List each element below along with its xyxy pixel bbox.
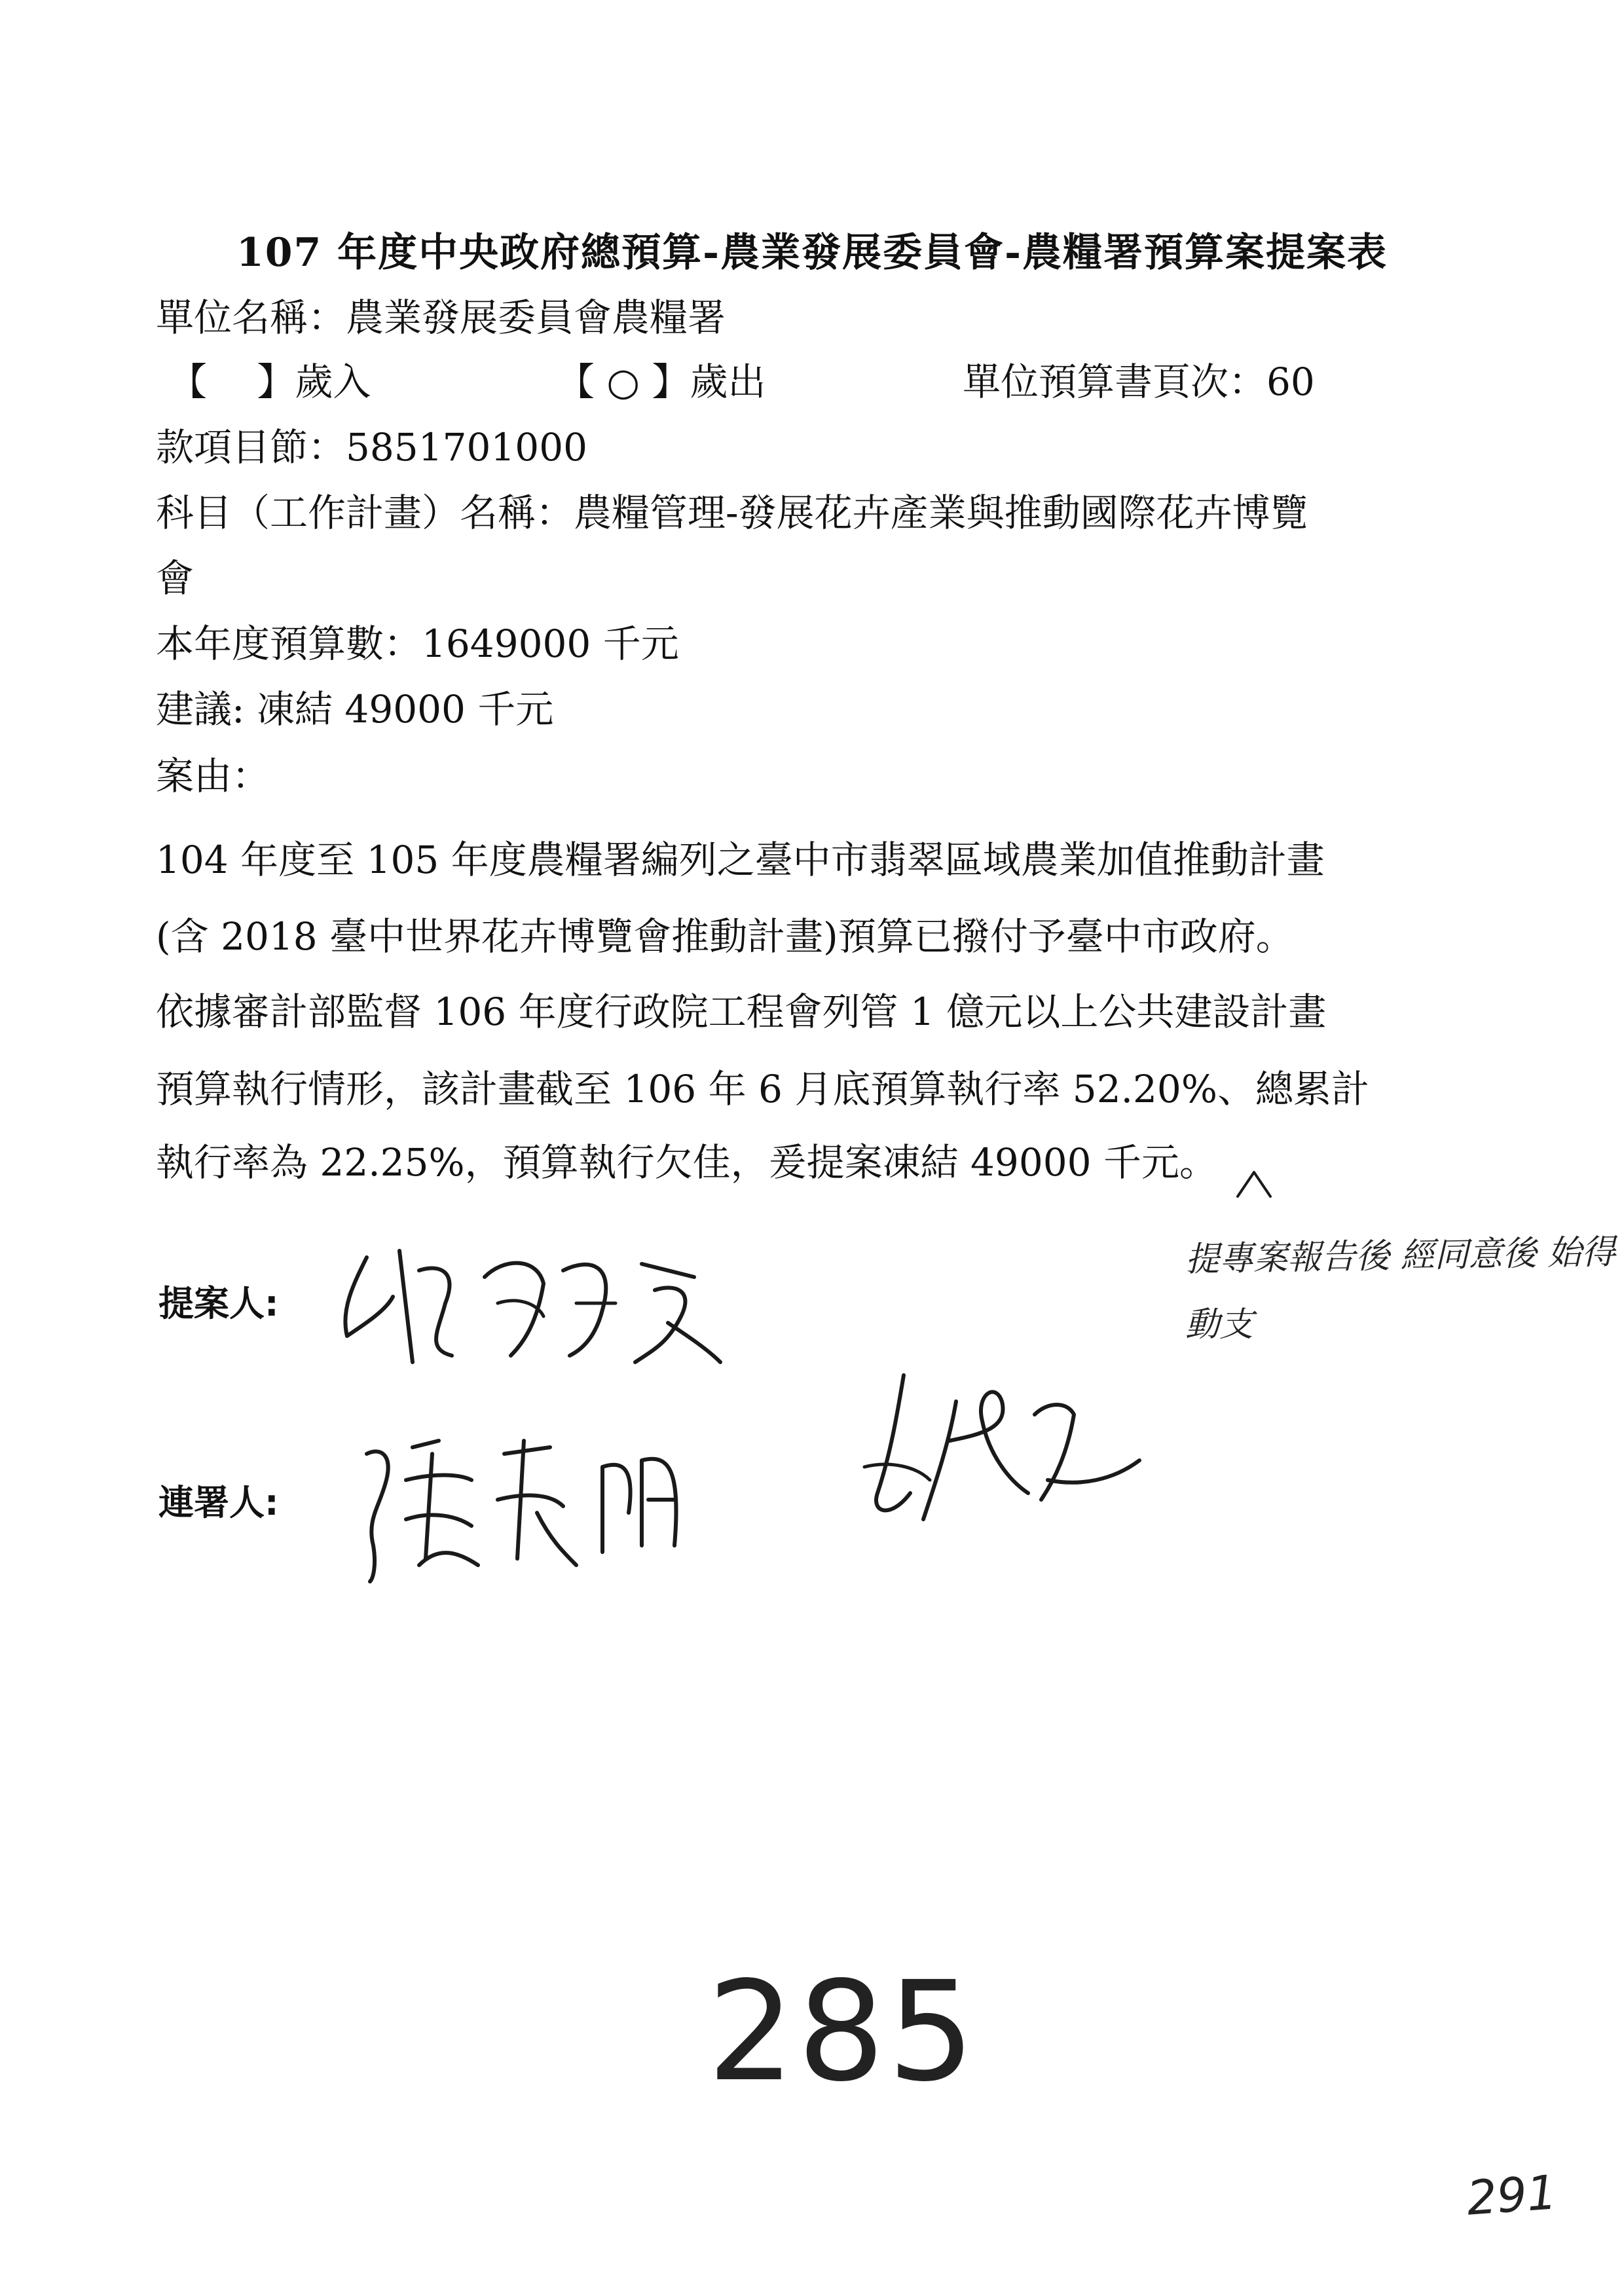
cosigner-signature-1	[341, 1415, 747, 1585]
budget-page: 單位預算書頁次：60	[963, 360, 1315, 404]
subject-line-1: 科目（工作計畫）名稱：農糧管理-發展花卉產業與推動國際花卉博覽	[156, 491, 1308, 535]
cosigner-label: 連署人:	[158, 1482, 279, 1523]
reason-line-1: 104 年度至 105 年度農糧署編列之臺中市翡翠區域農業加值推動計畫	[156, 838, 1325, 882]
handwritten-page-number: 285	[707, 1952, 978, 2112]
proposal-title: 107 年度中央政府總預算-農業發展委員會-農糧署預算案提案表	[236, 230, 1388, 276]
reason-line-4: 預算執行情形，該計畫截至 106 年 6 月底預算執行率 52.20%、總累計	[156, 1067, 1369, 1111]
reason-label: 案由：	[156, 754, 270, 798]
unit-name: 單位名稱：農業發展委員會農糧署	[156, 295, 726, 340]
subject-line-2: 會	[156, 556, 194, 601]
cosigner-signature-2	[851, 1362, 1153, 1539]
reason-line-5: 執行率為 22.25%，預算執行欠佳，爰提案凍結 49000 千元。	[156, 1140, 1217, 1185]
suggestion: 建議: 凍結 49000 千元	[156, 687, 554, 731]
handwritten-note-line-2: 動支	[1185, 1305, 1254, 1344]
proposer-label: 提案人:	[158, 1283, 279, 1324]
corner-page-number: 291	[1465, 2164, 1559, 2226]
insertion-caret-icon	[1234, 1167, 1274, 1200]
item-code: 款項目節：5851701000	[156, 425, 588, 470]
reason-line-3: 依據審計部監督 106 年度行政院工程會列管 1 億元以上公共建設計畫	[156, 990, 1327, 1034]
handwritten-note-line-1: 提專案報告後 經同意後 始得	[1185, 1232, 1616, 1280]
expense-checkbox: 【 ○ 】歲出	[557, 360, 766, 404]
revenue-checkbox: 【 】歲入	[169, 360, 371, 404]
budget-amount: 本年度預算數：1649000 千元	[156, 621, 679, 666]
reason-line-2: (含 2018 臺中世界花卉博覽會推動計畫)預算已撥付予臺中市政府。	[156, 914, 1294, 959]
proposer-signature	[327, 1231, 733, 1382]
